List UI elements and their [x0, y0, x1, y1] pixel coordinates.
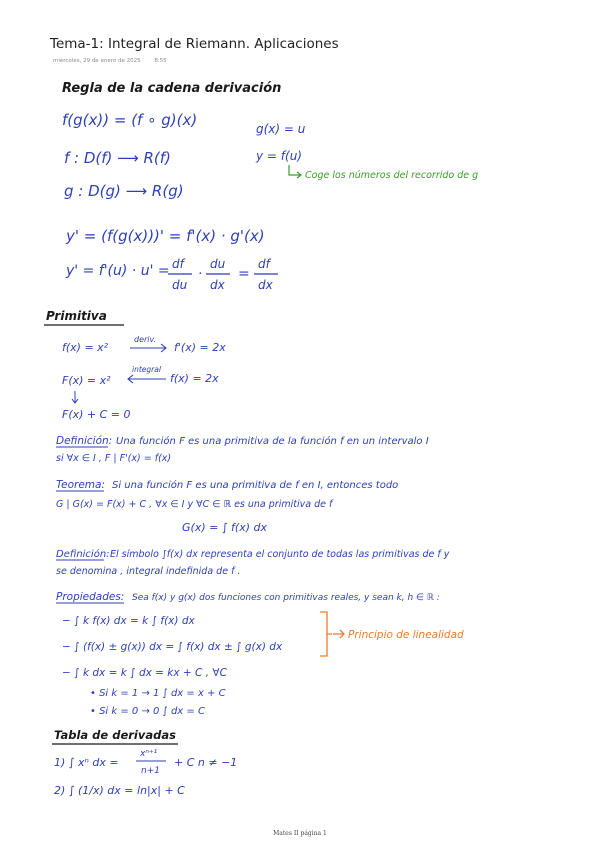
def-text1: Una función F es una primitiva de la función f en un intervalo I: [116, 436, 429, 447]
prop-p2: − ∫ (f(x) ± g(x)) dx = ∫ f(x) dx ± ∫ g(x) dx: [62, 641, 283, 653]
fraction-du-dx: [206, 257, 230, 292]
teo-text1: Si una función F es una primitiva de f en I, entonces todo: [112, 480, 399, 491]
page-title: Tema-1: Integral de Riemann. Aplicaciones: [50, 36, 339, 52]
prop-p3: − ∫ k dx = k ∫ dx = kx + C , ∀C: [62, 667, 227, 679]
prop-p5: • Si k = 0 → 0 ∫ dx = C: [90, 706, 205, 717]
def2-text1: El símbolo ∫f(x) dx representa el conjunto de todas las primitivas de f y: [110, 549, 450, 560]
prim-line1-left: f(x) = x²: [62, 341, 109, 354]
linearity-note: Principio de linealidad: [348, 629, 464, 641]
tabla-r2: 2) ∫ (1/x) dx = ln|x| + C: [54, 784, 185, 797]
def-text2: si ∀x ∈ I , F | F'(x) = f(x): [56, 453, 172, 464]
def-label: Definición:: [56, 435, 113, 447]
down-arrow-icon: [72, 391, 78, 403]
note-date: miércoles, 29 de enero de 2025: [53, 58, 141, 64]
def2-label: Definición:: [56, 549, 110, 560]
equals-operator: =: [238, 266, 250, 282]
regla-line5: y' = f'(u) · u' =: [66, 263, 170, 279]
tabla-r1-num: xⁿ⁺¹: [140, 749, 158, 759]
teo-text2: G | G(x) = F(x) + C , ∀x ∈ I y ∀C ∈ ℝ es una primitiva de f: [56, 499, 333, 510]
fraction-df-du: [168, 257, 192, 292]
heading-primitiva: Primitiva: [46, 309, 107, 323]
regla-line4: y' = (f(g(x)))' = f'(x) · g'(x): [66, 227, 265, 245]
regla-line1: f(g(x)) = (f ∘ g)(x): [62, 111, 198, 129]
tabla-r1-left: 1) ∫ xⁿ dx =: [54, 756, 119, 769]
prim-line2-arrow-label: integral: [132, 365, 161, 374]
linearity-bracket: [320, 612, 332, 656]
heading-tabla: Tabla de derivadas: [54, 728, 176, 742]
regla-line3: g : D(g) ⟶ R(g): [64, 182, 184, 200]
side-yfu: y = f(u): [256, 149, 302, 163]
prop-p1: − ∫ k f(x) dx = k ∫ f(x) dx: [62, 615, 195, 627]
side-note-green: Coge los números del recorrido de g: [305, 170, 479, 181]
prop-intro: Sea f(x) y g(x) dos funciones con primitivas reales, y sean k, h ∈ ℝ :: [132, 593, 440, 603]
frac1-num: df: [172, 257, 184, 271]
def2-text2: se denomina , integral indefinida de f .: [56, 566, 241, 577]
prim-line1-right: f'(x) = 2x: [174, 341, 226, 354]
prop-label: Propiedades:: [56, 591, 125, 603]
tabla-r1-den: n+1: [141, 766, 160, 776]
prim-line2-left: F(x) = x²: [62, 374, 111, 387]
frac1-den: du: [172, 278, 188, 292]
frac3-num: df: [258, 257, 270, 271]
orange-arrow-icon: [333, 630, 344, 638]
note-time: 8:55: [154, 58, 167, 64]
frac2-num: du: [210, 257, 226, 271]
prim-line3: F(x) + C = 0: [62, 408, 131, 421]
integral-arrow-icon: [128, 375, 166, 383]
page-footer: Mates II página 1: [273, 830, 327, 837]
side-gu: g(x) = u: [256, 122, 306, 136]
teo-label: Teorema:: [56, 479, 105, 491]
frac2-den: dx: [210, 278, 225, 292]
prim-line2-right: f(x) = 2x: [170, 372, 219, 385]
dot-operator: ·: [198, 267, 203, 282]
fraction-df-dx: [254, 257, 278, 292]
deriv-arrow-icon: [130, 344, 166, 352]
tabla-r1-right: + C n ≠ −1: [174, 756, 238, 769]
heading-regla: Regla de la cadena derivación: [62, 81, 282, 96]
prim-line1-arrow-label: deriv.: [134, 335, 157, 344]
regla-line2: f : D(f) ⟶ R(f): [64, 149, 171, 167]
prop-p4: • Si k = 1 → 1 ∫ dx = x + C: [90, 688, 226, 699]
teo-text3: G(x) = ∫ f(x) dx: [182, 521, 268, 534]
frac3-den: dx: [258, 278, 273, 292]
